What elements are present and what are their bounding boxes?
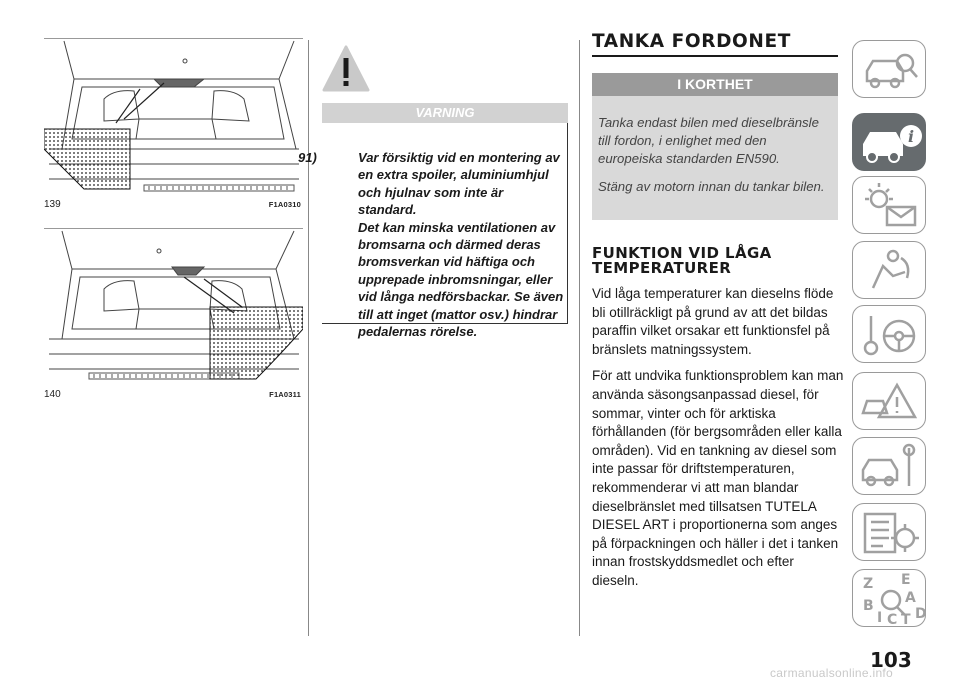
svg-text:C: C [887, 612, 898, 628]
figure-number: 139 [44, 199, 61, 210]
body-paragraph: För att undvika funktionsproblem kan man använda säsongsanpassad diesel, för sommar, vinter och för arktiska förhållanden (för bergsområden eller kalla områden). Vid en tankning av diesel som inte passar för driftstemperaturen, rekommenderar vi att man blandar dieselbränslet med tillsatsen TUTELA DIESEL ART i proportionerna som anges på förpackningen och häller i det i tanken innan frostskyddsmedlet och efter dieseln. [592, 368, 844, 588]
warning-line: en extra spoiler, aluminiumhjul [358, 167, 549, 183]
car-wrench-icon [853, 438, 927, 496]
warning-triangle-icon [322, 44, 370, 99]
warning-line: bromsarna och därmed deras [358, 237, 541, 253]
warning-line: Var försiktig vid en montering av [358, 150, 560, 165]
watermark: carmanualsonline.info [770, 666, 894, 680]
svg-text:Z: Z [863, 576, 874, 592]
warning-item-number: 91) [298, 150, 317, 165]
seat-airbag-icon [853, 242, 927, 300]
rear-window-spoiler-illustration [44, 39, 303, 197]
figure-140 [44, 228, 303, 400]
alphabetical-index-icon [853, 570, 927, 628]
warning-line: Det kan minska ventilationen av [358, 219, 556, 235]
key-steering-icon [853, 306, 927, 364]
svg-text:B: B [863, 598, 874, 614]
tab-starting-driving[interactable] [852, 305, 926, 363]
tab-maintenance[interactable] [852, 437, 926, 495]
summary-paragraph: Stäng av motorn innan du tankar bilen. [598, 179, 825, 194]
summary-text [598, 114, 830, 206]
column-divider-right [579, 40, 580, 636]
svg-text:i: i [907, 127, 915, 146]
warning-text [298, 149, 564, 340]
section-title-rule [592, 55, 838, 57]
subsection-title-line: FUNKTION VID LÅGA [592, 244, 772, 262]
rear-window-spoiler-illustration [44, 229, 303, 384]
tab-getting-to-know-car[interactable] [852, 40, 926, 98]
figure-number: 140 [44, 389, 61, 400]
section-title: TANKA FORDONET [592, 31, 791, 52]
figure-code: F1A0310 [268, 200, 301, 209]
warning-line: vid långa nedförsbackar. Se även [358, 289, 564, 305]
warning-line: bromsverkan vid häftiga och [358, 254, 535, 270]
tab-technical-data[interactable] [852, 503, 926, 561]
svg-text:E: E [901, 572, 911, 588]
summary-paragraph: Tanka endast bilen med dieselbränsle till fordon, i enlighet med den europeiska standarden EN590. [598, 115, 819, 166]
svg-text:T: T [901, 612, 911, 628]
svg-text:D: D [915, 606, 927, 622]
warning-line: till att inget (mattor osv.) hindrar [358, 306, 558, 322]
subsection-title-line: TEMPERATURER [592, 259, 732, 277]
tab-safety[interactable] [852, 241, 926, 299]
road-warning-icon [853, 373, 927, 431]
column-divider-left [308, 40, 309, 636]
lights-message-icon [853, 177, 927, 235]
warning-line: pedalernas rörelse. [358, 324, 478, 340]
body-paragraph: Vid låga temperaturer kan dieselns flöde bli otillräckligt på grund av att det bildas paraffin vilket orsakar ett funktionsfel på bränslets matningssystem. [592, 286, 834, 357]
svg-text:I: I [877, 610, 883, 626]
tab-index[interactable] [852, 569, 926, 627]
warning-title: VARNING [322, 103, 568, 123]
svg-text:A: A [905, 590, 916, 606]
page-number: 103 [870, 648, 912, 672]
tab-emergency[interactable] [852, 372, 926, 430]
body-text [592, 285, 844, 599]
car-info-icon [853, 114, 927, 172]
specifications-icon [853, 504, 927, 562]
warning-line: och hjulnav som inte är standard. [358, 184, 504, 218]
car-search-icon [853, 41, 927, 99]
tab-lights-messages[interactable] [852, 176, 926, 234]
subsection-title [592, 246, 838, 276]
tab-car-info[interactable] [852, 113, 926, 171]
figure-code: F1A0311 [269, 390, 301, 399]
summary-title: I KORTHET [592, 73, 838, 96]
warning-line: upprepade inbromsningar, eller [358, 271, 553, 287]
figure-139 [44, 38, 303, 210]
